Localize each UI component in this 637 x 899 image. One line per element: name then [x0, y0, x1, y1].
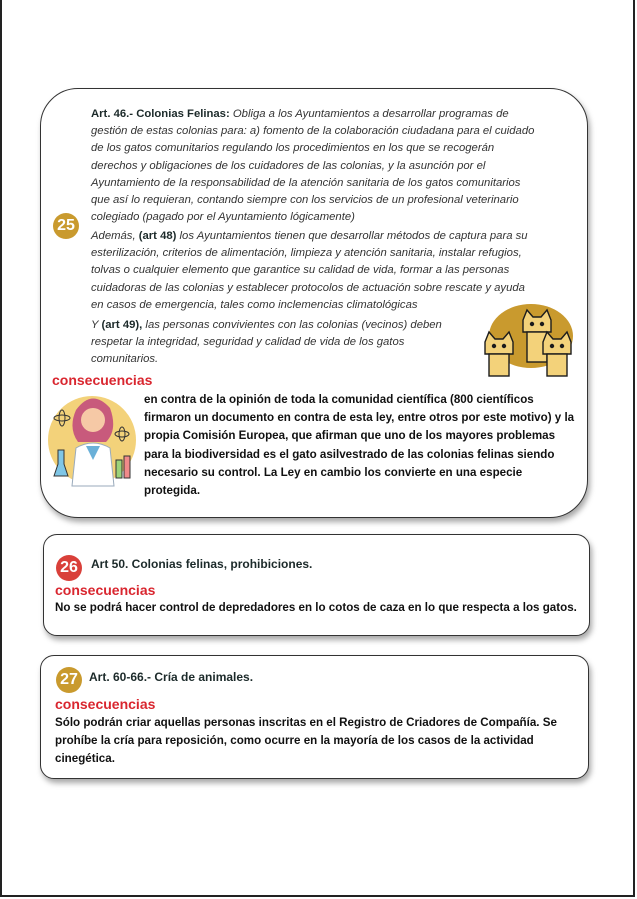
- article-48-line: en casos de emergencia, tales como inclemencias climatológicas: [91, 298, 418, 311]
- article-48-line: tolvas o cualquier elemento que garantice su calidad de vida, formar a las personas: [91, 264, 510, 277]
- article-46-title: Art. 46.- Colonias Felinas:: [91, 108, 230, 120]
- cat-icon: [543, 332, 571, 376]
- consequences-text-26: No se podrá hacer control de depredadores en lo cotos de caza en lo que respecta a los gatos.: [55, 601, 577, 614]
- consequences-line: en contra de la opinión de toda la comunidad científica (800 científicos: [144, 393, 534, 406]
- article-49-line: respetar la integridad, seguridad y calidad de vida de los gatos: [91, 336, 405, 349]
- article-46-line: Art. 46.- Colonias Felinas: Obliga a los Ayuntamientos a desarrollar programas de: [91, 108, 509, 120]
- article-60-66-title: Art. 60-66.- Cría de animales.: [89, 670, 254, 684]
- consequences-text-25: [144, 391, 580, 500]
- face: [81, 408, 105, 432]
- consequences-line: cinegética.: [55, 752, 115, 766]
- consequences-line: Sólo podrán criar aquellas personas inscritas en el Registro de Criadores de Compañía. Se: [55, 716, 557, 729]
- section-number: 25: [57, 217, 75, 234]
- article-46-block: [91, 106, 581, 226]
- consequences-line: prohíbe la cría para reposición, como ocurre en la mayoría de los casos de la actividad: [55, 734, 534, 748]
- consequences-line: propia Comisión Europea, que afirman que uno de los mayores problemas: [144, 429, 556, 443]
- article-49-line: comunitarios.: [91, 353, 159, 366]
- article-49-ref: (art 49),: [101, 319, 143, 331]
- article-50-title: Art 50. Colonias felinas, prohibiciones.: [91, 557, 313, 571]
- article-48-line: Además, (art 48) los Ayuntamientos tienen que desarrollar métodos de captura para su: [91, 230, 528, 242]
- consequences-line: necesario su control. La Ley en cambio los convierte en una especie protegida.: [144, 465, 523, 498]
- article-48-ref: (art 48): [138, 230, 177, 242]
- consequences-heading: consecuencias: [55, 696, 156, 712]
- section-number-badge-27: [56, 667, 82, 693]
- article-46-line: gestión de estas colonias para: a) fomento de la colaboración ciudadana para el cuidado: [91, 125, 535, 138]
- article-49-block: [91, 317, 481, 369]
- article-46-line: colegiado (pagado por el Ayuntamiento lógicamente): [91, 211, 355, 224]
- consequences-text-27: [55, 714, 580, 769]
- article-46-line: derechos y obligaciones de los cuidadores de las colonias, y la asunción por el: [91, 159, 486, 172]
- cat-icon: [485, 332, 513, 376]
- test-tube-icon: [124, 456, 130, 478]
- scientist-illustration: [46, 390, 138, 490]
- section-number: 27: [60, 671, 78, 688]
- section-number-badge-25: [53, 213, 79, 239]
- consequences-heading: consecuencias: [55, 582, 156, 598]
- article-46-line: de los gatos comunitarios regulando los procedimientos en los que se recogerán: [91, 142, 495, 155]
- section-number: 26: [60, 559, 78, 576]
- article-46-line: Ayuntamiento de la responsabilidad de la atención sanitaria de los gatos comunitarios: [91, 176, 521, 189]
- article-48-line: esterilización, criterios de alimentación, limpieza y atención sanitaria, instalar refugios,: [91, 247, 522, 260]
- article-49-line: Y (art 49), las personas convivientes con las colonias (vecinos) deben: [91, 319, 442, 331]
- consequences-heading: consecuencias: [52, 372, 153, 388]
- test-tube-icon: [116, 460, 122, 478]
- article-46-line: que así lo requieran, contando siempre con los servicios de un profesional veterinario: [91, 194, 519, 207]
- consequences-line: firmaron un documento en contra de esta ley, entre otros por este motivo) y la: [144, 411, 575, 425]
- cats-illustration: [481, 302, 577, 380]
- consequences-line: para la biodiversidad es el gato asilvestrado de las colonias felinas siendo: [144, 447, 555, 461]
- section-number-badge-26: [56, 555, 82, 581]
- article-48-line: cuidadoras de las colonias y establecer protocolos de actuación sobre rescate y ayuda: [91, 281, 525, 294]
